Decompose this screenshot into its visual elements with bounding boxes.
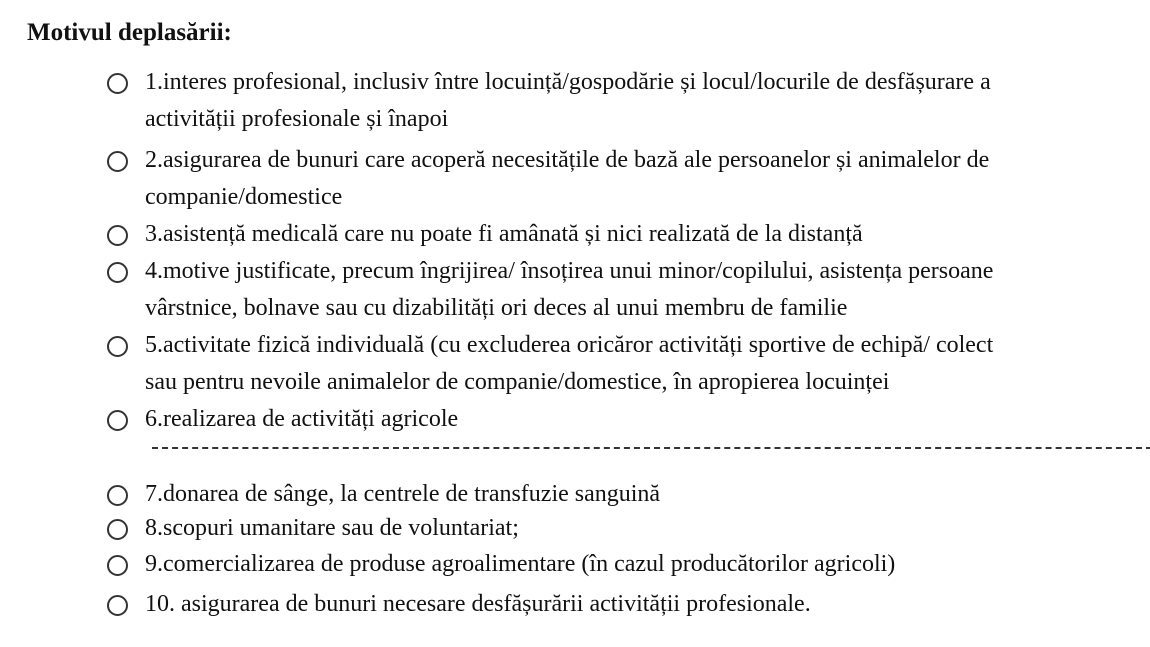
option-label bbox=[145, 142, 989, 216]
radio-button[interactable] bbox=[107, 485, 128, 506]
option-label-line: companie/domestice bbox=[145, 184, 343, 210]
option-label-line: 4.motive justificate, precum îngrijirea/ însoțirea unui minor/copilului, asistența persoane bbox=[145, 258, 994, 284]
radio-button[interactable] bbox=[107, 73, 128, 94]
option-label bbox=[145, 216, 863, 253]
form-heading: Motivul deplasării: bbox=[27, 19, 232, 46]
option-label bbox=[145, 253, 993, 327]
radio-button[interactable] bbox=[107, 151, 128, 172]
option-label-line: 6.realizarea de activități agricole bbox=[145, 406, 459, 432]
option-3[interactable] bbox=[107, 220, 1150, 253]
option-label-line: sau pentru nevoile animalelor de companie/domestice, în apropierea locuinței bbox=[145, 369, 890, 395]
option-label-line: 9.comercializarea de produse agroalimentare (în cazul producătorilor agricoli) bbox=[145, 551, 896, 577]
option-label bbox=[145, 401, 458, 438]
option-label-line: 1.interes profesional, inclusiv între locuință/gospodărie și locul/locurile de desfășurare a bbox=[145, 69, 991, 95]
option-label-line: 8.scopuri umanitare sau de voluntariat; bbox=[145, 515, 519, 541]
option-9[interactable] bbox=[107, 550, 1150, 583]
radio-button[interactable] bbox=[107, 410, 128, 431]
option-label bbox=[145, 586, 811, 623]
option-label-line: 10. asigurarea de bunuri necesare desfășurării activității profesionale. bbox=[145, 591, 811, 617]
option-7[interactable] bbox=[107, 480, 1150, 513]
dashed-separator bbox=[152, 447, 1150, 449]
option-label-line: 7.donarea de sânge, la centrele de transfuzie sanguină bbox=[145, 481, 661, 507]
radio-button[interactable] bbox=[107, 555, 128, 576]
option-label-line: 5.activitate fizică individuală (cu excluderea oricăror activități sportive de echipă/ colect bbox=[145, 332, 994, 358]
radio-button[interactable] bbox=[107, 336, 128, 357]
radio-button[interactable] bbox=[107, 225, 128, 246]
option-6[interactable] bbox=[107, 405, 1150, 438]
option-8[interactable] bbox=[107, 514, 1150, 547]
option-label bbox=[145, 327, 993, 401]
radio-button[interactable] bbox=[107, 595, 128, 616]
option-label-line: 2.asigurarea de bunuri care acoperă necesitățile de bază ale persoanelor și animalelor de bbox=[145, 147, 990, 173]
option-label bbox=[145, 476, 660, 513]
option-4[interactable] bbox=[107, 257, 1150, 327]
option-label-line: activității profesionale și înapoi bbox=[145, 106, 449, 132]
option-5[interactable] bbox=[107, 331, 1150, 401]
radio-button[interactable] bbox=[107, 262, 128, 283]
option-label bbox=[145, 546, 895, 583]
option-label bbox=[145, 64, 991, 138]
option-label-line: vârstnice, bolnave sau cu dizabilități ori deces al unui membru de familie bbox=[145, 295, 848, 321]
option-1[interactable] bbox=[107, 68, 1150, 138]
option-label-line: 3.asistență medicală care nu poate fi amânată și nici realizată de la distanță bbox=[145, 221, 863, 247]
option-label bbox=[145, 510, 519, 547]
option-2[interactable] bbox=[107, 146, 1150, 216]
option-10[interactable] bbox=[107, 590, 1150, 623]
radio-button[interactable] bbox=[107, 519, 128, 540]
